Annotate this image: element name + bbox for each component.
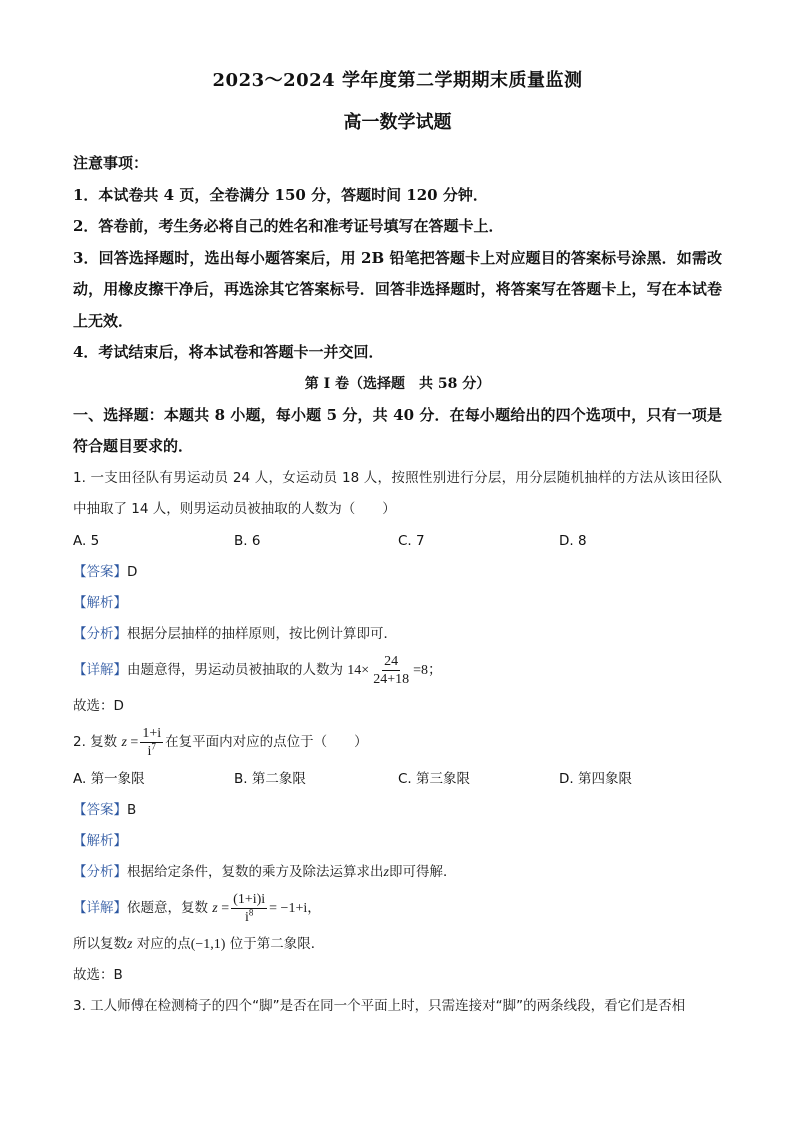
notice-item: 4．考试结束后，将本试卷和答题卡一并交回．	[73, 343, 384, 361]
question-3-stem: 3. 工人师傅在检测椅子的四个“脚”是否在同一个平面上时，只需连接对“脚”的两条线段，看它们是否相	[73, 997, 686, 1014]
detail-label: 【详解】	[73, 899, 127, 916]
section-title: 第 I 卷（选择题 共 58 分）	[304, 375, 491, 392]
so-mid: 对应的点	[132, 935, 191, 952]
so-pre: 所以复数	[73, 935, 127, 952]
fraction-denominator	[243, 909, 255, 926]
analysis-label: 【解析】	[73, 832, 127, 849]
den-exponent: 8	[248, 907, 254, 918]
analysis-row	[73, 588, 722, 619]
answer-value: B	[127, 801, 137, 818]
fraction-numerator: 1+i	[142, 725, 162, 741]
question-1-options	[73, 525, 722, 557]
part-heading: 一、选择题：本题共 8 小题，每小题 5 分，共 40 分．在每小题给出的四个选项中，只有一项是符合题目要求的．	[73, 405, 722, 455]
detail-text: 依题意，复数	[127, 899, 208, 916]
question-2-stem	[73, 722, 722, 763]
stem-pre: 2. 复数	[73, 733, 118, 750]
fenxi-text: 根据给定条件，复数的乘方及除法运算求出	[127, 863, 384, 880]
option-a: A. 5	[73, 532, 100, 549]
den-exponent: 7	[151, 741, 156, 752]
fenxi-label: 【分析】	[73, 625, 127, 642]
point: (−1,1)	[190, 936, 226, 952]
option-c: C. 7	[398, 532, 425, 549]
option-c: C. 第三象限	[398, 770, 471, 787]
var-z: z	[127, 936, 133, 952]
option-d: D. 第四象限	[559, 770, 632, 787]
notice-heading: 注意事项：	[73, 154, 149, 172]
answer-value: D	[127, 563, 138, 580]
detail-end: ，	[307, 899, 321, 916]
answer-row	[73, 795, 722, 826]
so-row	[73, 929, 722, 960]
detail-row	[73, 888, 722, 929]
notice-item: 3．回答选择题时，选出每小题答案后，用 2B 铅笔把答题卡上对应题目的答案标号涂黑．如需改动，用橡皮擦干净后，再选涂其它答案标号．回答非选择题时，将答案写在答题卡上，写在本试卷上无效．	[73, 248, 722, 330]
detail-row	[73, 650, 722, 691]
fenxi-row	[73, 857, 722, 888]
fraction-denominator: 24+18	[373, 671, 410, 687]
fraction-denominator	[146, 743, 158, 760]
conclusion-row: 故选：B	[73, 966, 123, 983]
answer-label: 【答案】	[73, 563, 127, 580]
math-tail: =8；	[413, 662, 443, 678]
analysis-row	[73, 826, 722, 857]
notice-item: 1．本试卷共 4 页，全卷满分 150 分，答题时间 120 分钟．	[73, 185, 488, 204]
stem-post: 在复平面内对应的点位于（ ）	[165, 733, 368, 750]
option-b: B. 第二象限	[234, 770, 306, 787]
notice-item: 2．答卷前，考生务必将自己的姓名和准考证号填写在答题卡上．	[73, 217, 504, 235]
den-base: i	[244, 909, 249, 925]
den-base: i	[147, 743, 152, 759]
fraction-numerator: 24	[384, 653, 399, 669]
var-z: z	[121, 734, 127, 750]
detail-label: 【详解】	[73, 661, 127, 678]
fenxi-text: 即可得解．	[388, 863, 457, 880]
analysis-label: 【解析】	[73, 594, 127, 611]
fraction	[140, 725, 163, 760]
question-1-stem: 1. 一支田径队有男运动员 24 人，女运动员 18 人，按照性别进行分层，用分层随机抽样的方法从该田径队中抽取了 14 人，则男运动员被抽取的人数为（ ）	[73, 469, 722, 517]
conclusion-row: 故选：D	[73, 697, 124, 714]
fenxi-text: 根据分层抽样的抽样原则，按比例计算即可．	[127, 625, 397, 642]
equals: =	[221, 900, 230, 916]
math-tail: = −1+i	[269, 900, 308, 916]
stem-math	[121, 725, 165, 759]
option-b: B. 6	[234, 532, 261, 549]
var-z: z	[212, 900, 218, 916]
so-post: 位于第二象限．	[225, 935, 325, 952]
fraction-numerator: (1+i)i	[233, 891, 266, 907]
var-z: z	[383, 864, 389, 880]
answer-label: 【答案】	[73, 801, 127, 818]
detail-math	[212, 891, 308, 925]
exam-subtitle: 高一数学试题	[343, 112, 452, 133]
detail-text: 由题意得，男运动员被抽取的人数为	[127, 661, 343, 678]
fenxi-row	[73, 619, 722, 650]
fraction	[371, 653, 411, 688]
answer-row	[73, 557, 722, 588]
math-lead: 14×	[347, 662, 370, 678]
option-d: D. 8	[559, 532, 587, 549]
question-2-options	[73, 763, 722, 795]
equals: =	[130, 734, 139, 750]
option-a: A. 第一象限	[73, 770, 145, 787]
exam-title: 2023～2024 学年度第二学期期末质量监测	[212, 70, 583, 91]
detail-math	[347, 653, 443, 687]
fenxi-label: 【分析】	[73, 863, 127, 880]
fraction	[231, 891, 267, 926]
